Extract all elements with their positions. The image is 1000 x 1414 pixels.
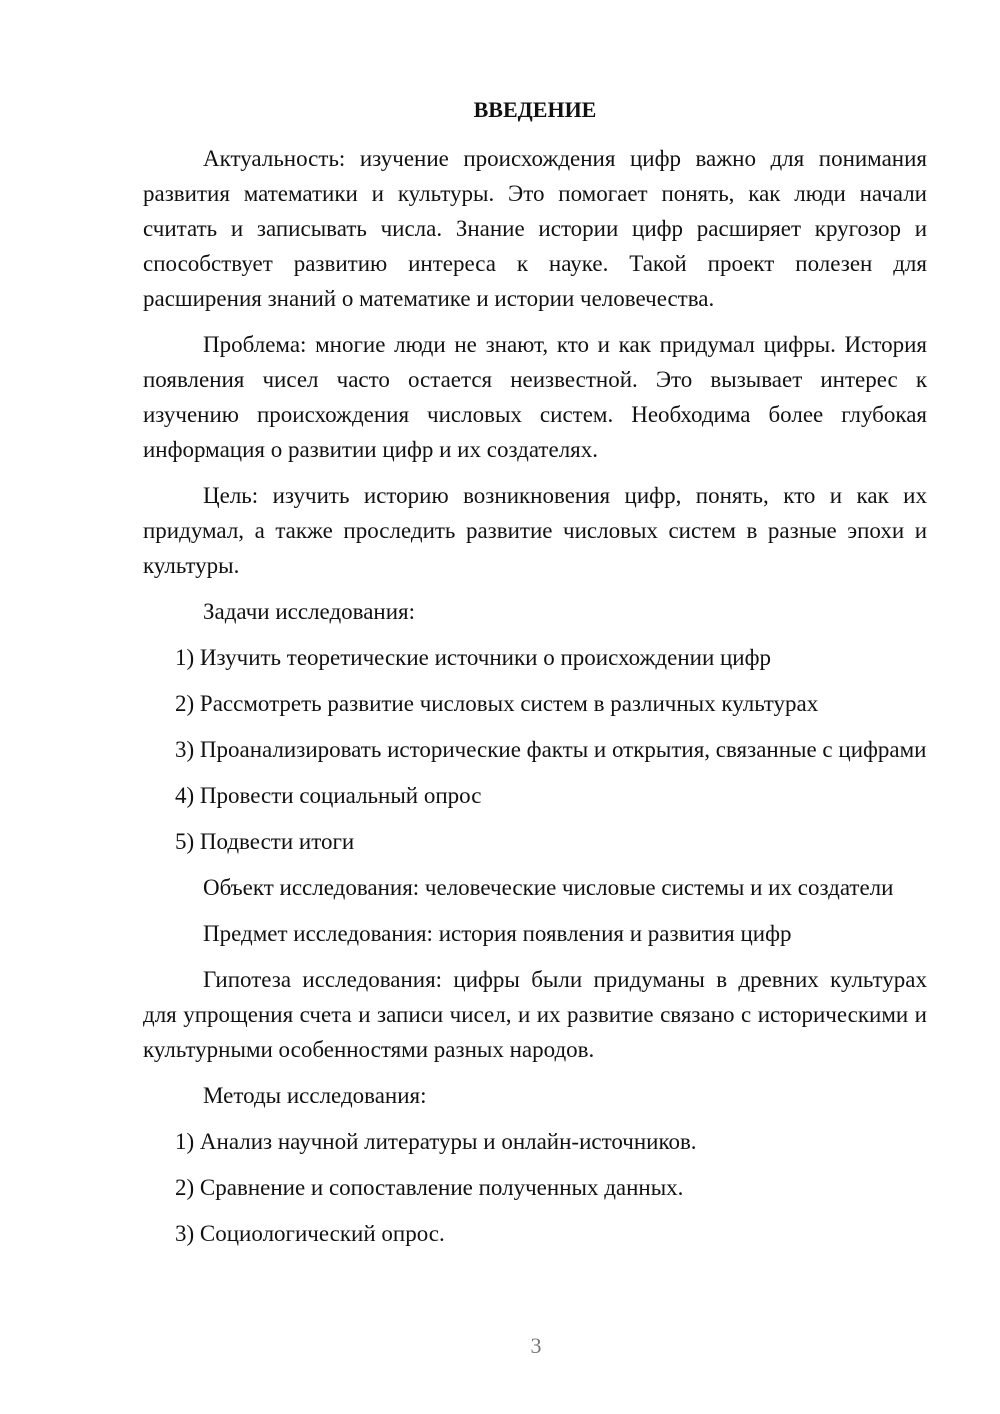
method-item: 3) Социологический опрос.	[175, 1221, 445, 1246]
relevance-paragraph: Актуальность: изучение происхождения цифр важно для понимания развития математики и культуры. Это помогает понять, как люди начали считать и записывать числа. Знание истории цифр расширяет кругозор и способствует развитию интереса к науке. Такой проект полезен для расширения знаний о математике и истории человечества.	[143, 146, 927, 311]
goal-paragraph: Цель: изучить историю возникновения цифр, понять, кто и как их придумал, а также проследить развитие числовых систем в разные эпохи и культуры.	[143, 483, 927, 578]
task-item: 3) Проанализировать исторические факты и открытия, связанные с цифрами	[175, 737, 927, 762]
tasks-heading: Задачи исследования:	[203, 599, 416, 624]
object-paragraph: Объект исследования: человеческие числовые системы и их создатели	[203, 875, 894, 900]
task-item: 2) Рассмотреть развитие числовых систем в различных культурах	[175, 691, 819, 716]
methods-heading: Методы исследования:	[203, 1083, 427, 1108]
task-item: 4) Провести социальный опрос	[175, 783, 482, 808]
section-title: ВВЕДЕНИЕ	[473, 97, 597, 122]
page-number: 3	[530, 1333, 542, 1358]
subject-paragraph: Предмет исследования: история появления и развития цифр	[203, 921, 792, 946]
problem-paragraph: Проблема: многие люди не знают, кто и как придумал цифры. История появления чисел часто остается неизвестной. Это вызывает интерес к изучению происхождения числовых систем. Необходима более глубокая информация о развитии цифр и их создателях.	[143, 332, 927, 462]
document-page	[143, 95, 927, 1262]
method-item: 1) Анализ научной литературы и онлайн-источников.	[175, 1129, 697, 1154]
hypothesis-paragraph: Гипотеза исследования: цифры были придуманы в древних культурах для упрощения счета и записи чисел, и их развитие связано с историческими и культурными особенностями разных народов.	[143, 967, 927, 1062]
task-item: 5) Подвести итоги	[175, 829, 355, 854]
task-item: 1) Изучить теоретические источники о происхождении цифр	[175, 645, 772, 670]
method-item: 2) Сравнение и сопоставление полученных данных.	[175, 1175, 684, 1200]
